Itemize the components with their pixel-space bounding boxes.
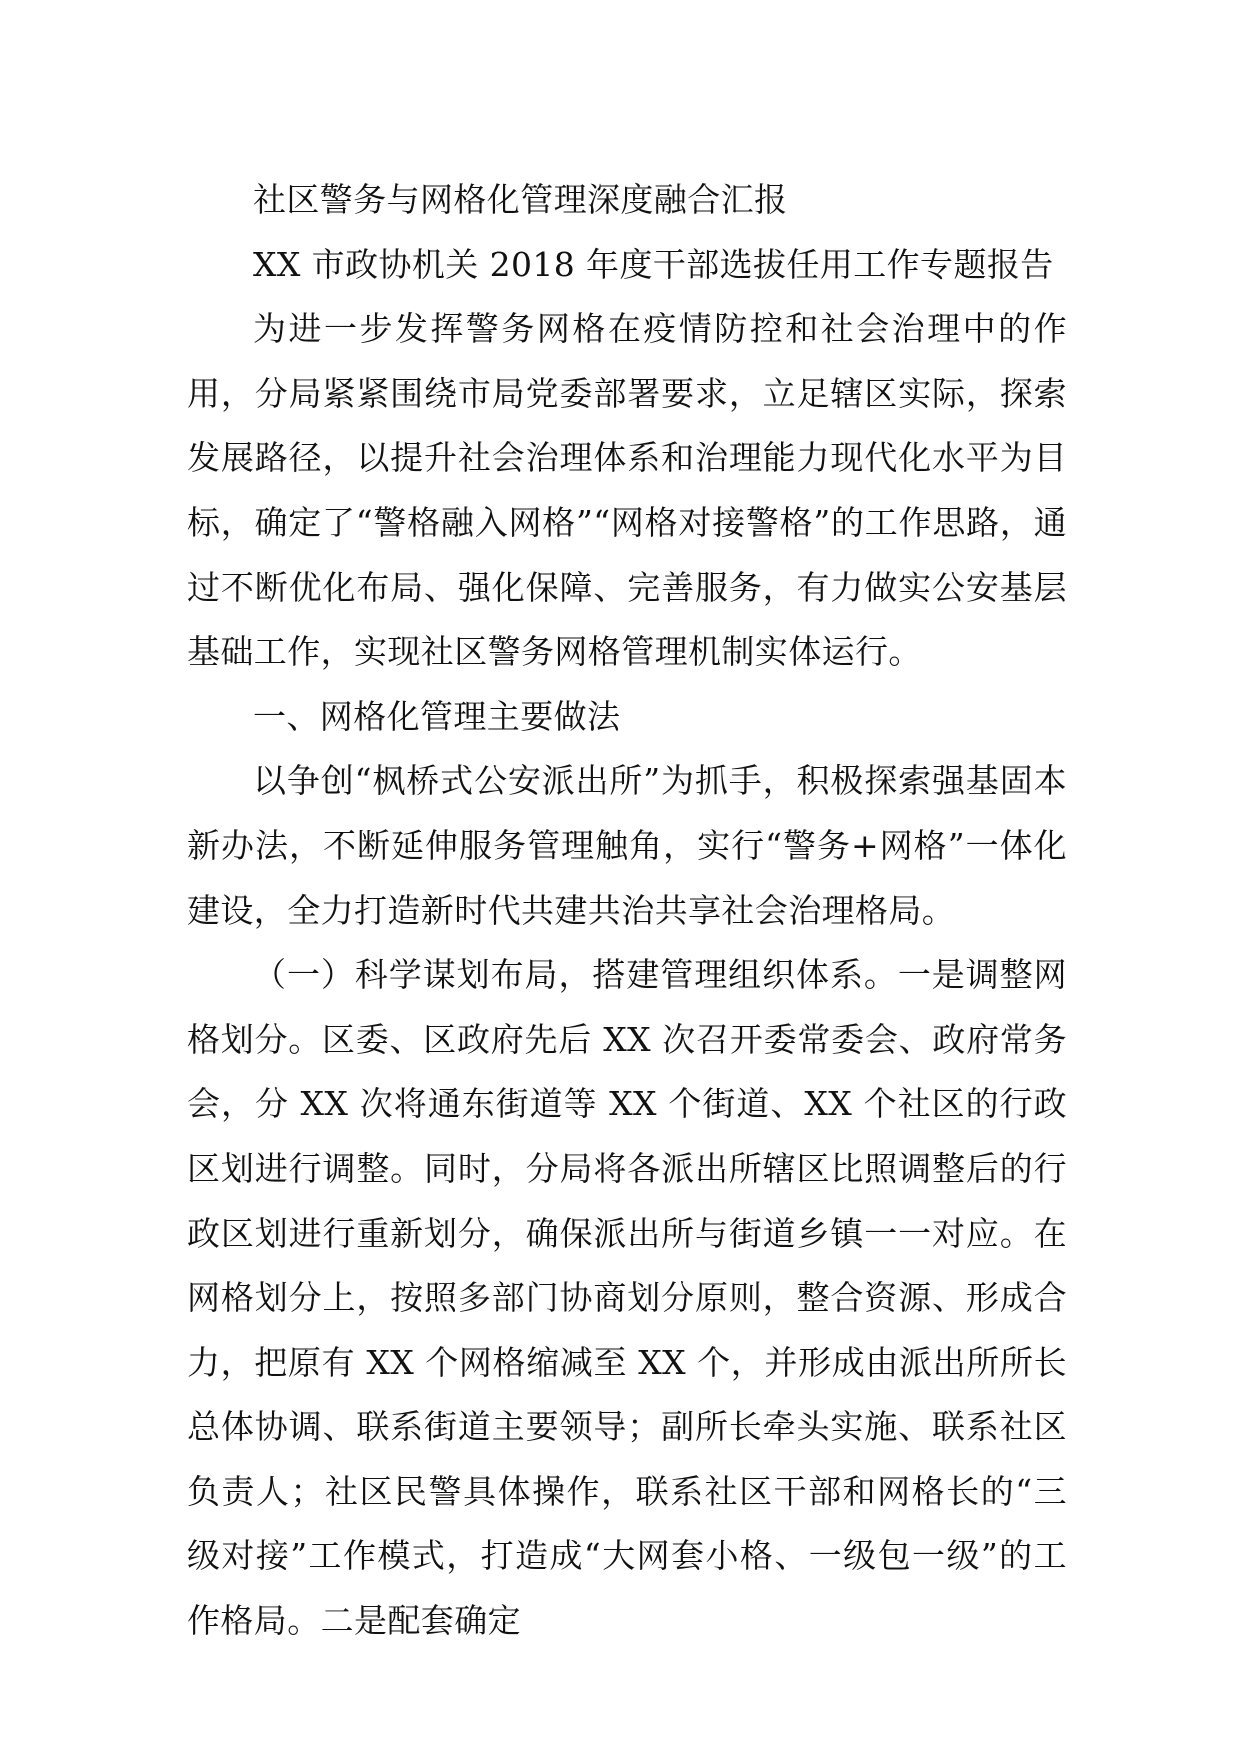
section-item-paragraph: （一）科学谋划布局，搭建管理组织体系。一是调整网格划分。区委、区政府先后 XX 次召开委常委会、政府常务会，分 XX 次将通东街道等 XX 个街道、XX 个社区的行政区划进行调整。同时，分局将各派出所辖区比照调整后的行政区划进行重新划分，确保派出所与街道乡镇一一对应。在网格划分上，按照多部门协商划分原则，整合资源、形成合力，把原有 XX 个网格缩减至 XX 个，并形成由派出所所长总体协调、联系街道主要领导；副所长牵头实施、联系社区负责人；社区民警具体操作，联系社区干部和网格长的“三级对接”工作模式，打造成“大网套小格、一级包一级”的工作格局。二是配套确定 — [187, 955, 1067, 1641]
section-intro-paragraph: 以争创“枫桥式公安派出所”为抓手，积极探索强基固本新办法，不断延伸服务管理触角，实行“警务+网格”一体化建设，全力打造新时代共建共治共享社会治理格局。 — [187, 761, 1067, 930]
intro-paragraph: 为进一步发挥警务网格在疫情防控和社会治理中的作用，分局紧紧围绕市局党委部署要求，立足辖区实际，探索发展路径，以提升社会治理体系和治理能力现代化水平为目标，确定了“警格融入网格”“网格对接警格”的工作思路，通过不断优化布局、强化保障、完善服务，有力做实公安基层基础工作，实现社区警务网格管理机制实体运行。 — [187, 309, 1067, 672]
document-body — [187, 168, 1067, 1654]
section-heading: 一、网格化管理主要做法 — [253, 696, 621, 736]
document-subtitle: XX 市政协机关 2018 年度干部选拔任用工作专题报告 — [253, 244, 1054, 284]
document-title: 社区警务与网格化管理深度融合汇报 — [253, 180, 788, 219]
